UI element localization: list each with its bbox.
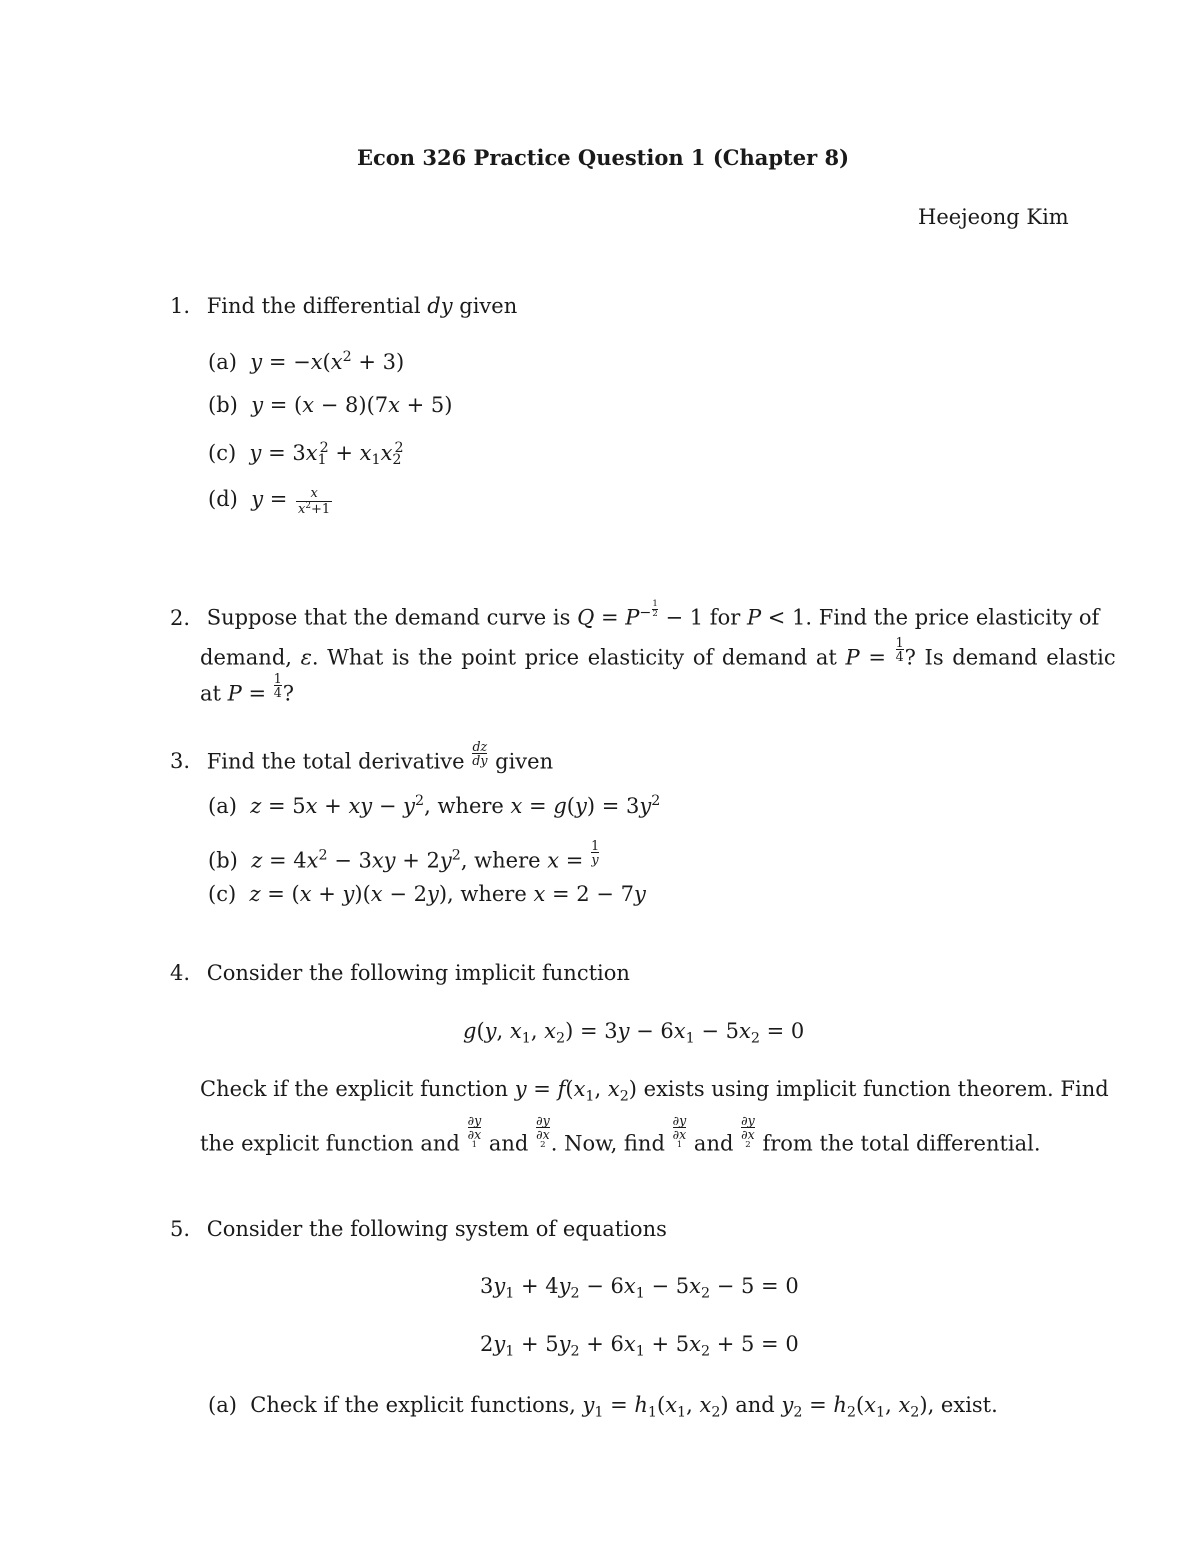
question-3c: (c) z = (x + y)(x − 2y), where x = 2 − 7y xyxy=(208,882,646,906)
question-4-equation: g(y, $x_1$, $x_2) = 3y - 6x_1 - 5x_2 = 0$ xyxy=(463,1019,805,1047)
question-4-line-2: the explicit function and ∂y ∂x 1 and ∂y ∂x 2 . Now, find ∂y ∂x 1 and ∂y ∂x 2 from the total differential. xyxy=(200,1113,1041,1156)
question-3-prompt: 3. Find the total derivative $\frac{dz}{dy}$ given xyxy=(170,739,554,774)
question-1a: (a) $y = -x(x^2 + 3)$ xyxy=(208,349,405,374)
question-4-number: 4. xyxy=(170,961,191,985)
question-1-number: 1. xyxy=(170,294,191,318)
author-name: Heejeong Kim xyxy=(918,205,1069,229)
question-5-number: 5. xyxy=(170,1217,191,1241)
question-2-line-2: demand, ε. What is the point price elasticity of demand at P = $\frac{1}{4}$ ? Is demand elastic xyxy=(200,635,1116,670)
question-3a: (a) z = 5x + xy − $y^2$, where $x = g(y) = 3y^2$ xyxy=(208,793,661,818)
question-5-prompt: 5. Consider the following system of equations xyxy=(170,1217,667,1241)
question-1-prompt: 1. Find the differential dy given xyxy=(170,294,518,318)
question-5-equation-1: $3y_1 + 4y_2 - 6x_1 - 5x_2 - 5 = 0$ xyxy=(480,1274,799,1302)
question-4-prompt: 4. Consider the following implicit function xyxy=(170,961,630,985)
question-3b: (b) $z = 4x^2 - 3xy + 2y^2$, where x = $\frac{1}{y}$ xyxy=(208,838,600,873)
question-2-line-1: 2. Suppose that the demand curve is $Q = P^{- \frac{1}{2}}$ − 1 for P < 1. Find the price elasticity of xyxy=(170,599,1100,630)
question-2-line-3: at P = $\frac{1}{4}$ ? xyxy=(200,671,295,706)
question-3-number: 3. xyxy=(170,749,191,774)
question-4-line-1: Check if the explicit function $y = f(x_1$, $x_2$) exists using implicit function theorem. Find xyxy=(200,1077,1109,1105)
question-1c: (c) $y = 3x_1^2 + x_1x_2^2$ xyxy=(208,440,404,469)
question-5-equation-2: $2y_1 + 5y_2 + 6x_1 + 5x_2 + 5 = 0$ xyxy=(480,1332,799,1360)
page-title: Econ 326 Practice Question 1 (Chapter 8) xyxy=(357,145,850,170)
question-5a: (a) Check if the explicit functions, $y_1 = h_1(x_1$, $x_2$) and $y_2 = h_2(x_1$, $x_2$), exist. xyxy=(208,1393,998,1421)
question-1b: (b) y = (x − 8)(7x + 5) xyxy=(208,393,453,417)
question-1d: (d) y = $\frac{x}{x^2+1}$ xyxy=(208,486,331,518)
question-2-number: 2. xyxy=(170,605,191,630)
